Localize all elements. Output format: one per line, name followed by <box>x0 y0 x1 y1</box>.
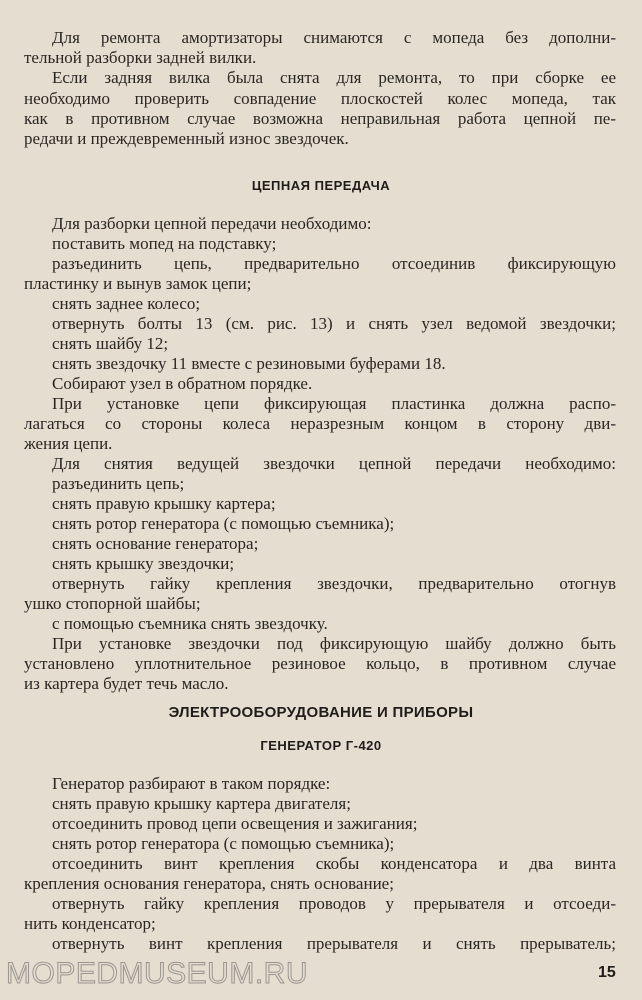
text-line: разъединить цепь, предварительно отсоединив фиксирующую <box>52 254 616 273</box>
text-line: снять основание генератора; <box>52 534 259 553</box>
page-number: 15 <box>598 964 616 981</box>
text-line: отсоединить провод цепи освещения и зажигания; <box>52 814 418 833</box>
text-line: снять правую крышку картера; <box>52 494 276 513</box>
section-heading-chain: ЦЕПНАЯ ПЕРЕДАЧА <box>251 178 391 193</box>
text-line: тельной разборки задней вилки. <box>24 48 257 67</box>
text-line: необходимо проверить совпадение плоскостей колес мопеда, так <box>24 89 616 108</box>
text-line: снять крышку звездочки; <box>52 554 235 573</box>
text-line: снять заднее колесо; <box>52 294 201 313</box>
text-line: из картера будет течь масло. <box>24 674 229 693</box>
text-line: При установке цепи фиксирующая пластинка должна распо- <box>52 394 616 413</box>
text-line: отвернуть гайку крепления звездочки, предварительно отогнув <box>52 574 616 593</box>
text-line: Собирают узел в обратном порядке. <box>52 374 313 393</box>
text-line: редачи и преждевременный износ звездочек. <box>24 129 349 148</box>
text-line: поставить мопед на подставку; <box>52 234 277 253</box>
text-line: отвернуть винт крепления прерывателя и снять прерыватель; <box>52 934 616 953</box>
text-line: отвернуть болты 13 (см. рис. 13) и снять узел ведомой звездочки; <box>52 314 616 333</box>
text-line: с помощью съемника снять звездочку. <box>52 614 328 633</box>
text-line: нить конденсатор; <box>24 914 156 933</box>
text-line: снять ротор генератора (с помощью съемника); <box>52 514 395 533</box>
text-line: Генератор разбирают в таком порядке: <box>52 774 331 793</box>
text-line: При установке звездочки под фиксирующую шайбу должно быть <box>52 634 616 653</box>
text-line: крепления основания генератора, снять основание; <box>24 874 394 893</box>
text-line: Для снятия ведущей звездочки цепной передачи необходимо: <box>52 454 616 473</box>
watermark: MOPEDMUSEUM.RU <box>6 957 309 990</box>
text-line: снять шайбу 12; <box>52 334 169 353</box>
text-line: лагаться со стороны колеса неразрезным концом в сторону дви- <box>24 414 616 433</box>
text-line: ушко стопорной шайбы; <box>24 594 201 613</box>
text-line: как в противном случае возможна неправильная работа цепной пе- <box>24 109 616 128</box>
text-line: Для разборки цепной передачи необходимо: <box>52 214 372 233</box>
text-line: снять звездочку 11 вместе с резиновыми буферами 18. <box>52 354 446 373</box>
text-line: установлено уплотнительное резиновое кольцо, в противном случае <box>24 654 616 673</box>
section-heading-electrical: ЭЛЕКТРООБОРУДОВАНИЕ И ПРИБОРЫ <box>168 704 474 721</box>
text-line: жения цепи. <box>24 434 113 453</box>
text-line: Если задняя вилка была снята для ремонта, то при сборке ее <box>52 68 616 87</box>
text-line: Для ремонта амортизаторы снимаются с мопеда без дополни- <box>52 28 616 47</box>
text-line: пластинку и вынув замок цепи; <box>24 274 252 293</box>
text-line: снять правую крышку картера двигателя; <box>52 794 351 813</box>
text-line: разъединить цепь; <box>52 474 185 493</box>
text-line: отсоединить винт крепления скобы конденсатора и два винта <box>52 854 616 873</box>
text-line: снять ротор генератора (с помощью съемника); <box>52 834 395 853</box>
subsection-heading-generator: ГЕНЕРАТОР Г-420 <box>260 738 382 753</box>
text-line: отвернуть гайку крепления проводов у прерывателя и отсоеди- <box>52 894 616 913</box>
